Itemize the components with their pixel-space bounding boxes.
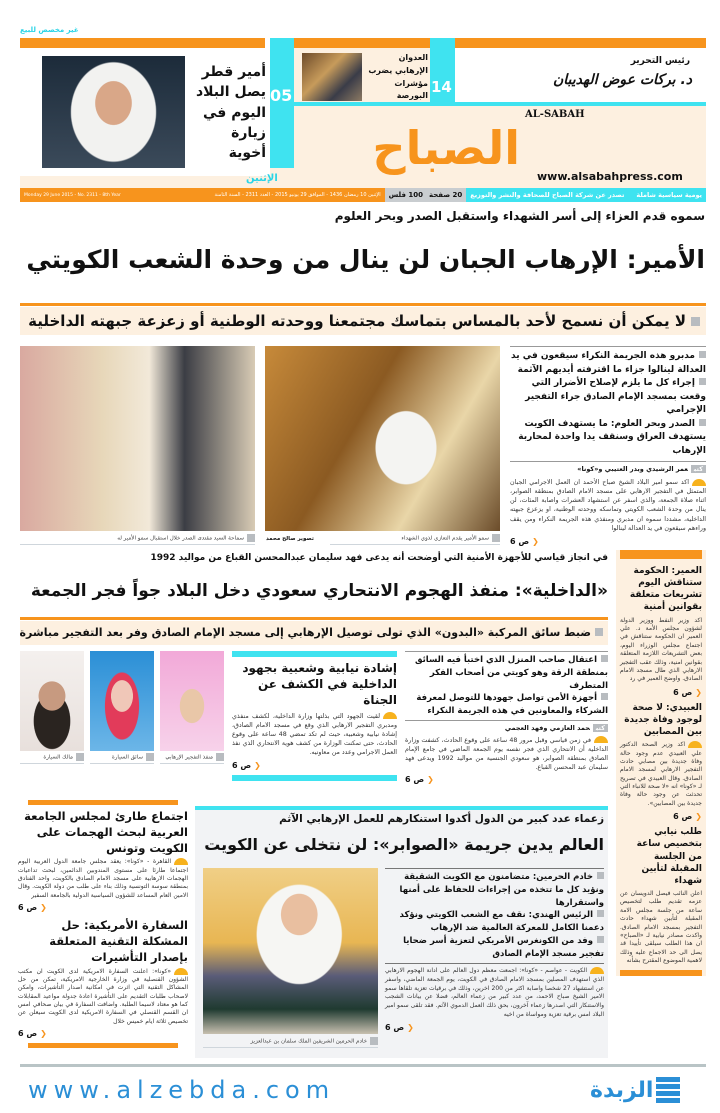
- lead-column: [510, 346, 706, 548]
- lead-photo-left[interactable]: [20, 346, 255, 531]
- teaser-mid-headline: العدوان الإرهابي يضرب مؤشرات البورصة: [368, 53, 428, 101]
- teaser-mid[interactable]: [292, 48, 462, 104]
- stock-exchange-photo: [302, 53, 362, 101]
- sidebar-body: اكد وزير الصحة الدكتور علي العبيدي عدم وجود حالة وفاة جديدة بين مصابي حادث التفجير الارهابي لمسجد الامام الصادق. وقال العبيدي في تصريح لـ «كونا» انه «لا صحة للانباء التي تحدثت عن وجود حالة وفاة جديدة بين المصابين».: [620, 741, 702, 807]
- sidebar-body: اعلن النائب فيصل الدويسان عن عزمه تقديم طلب لتخصيص ساعة من جلسة مجلس الامة المقبلة لتأبين شهداء حادث التفجير بمسجد الامام الصادق. واكدت مصادر نيابية لـ «الصباح» ان هذا الطلب سيلقى تأييدا قد يصل الى حد الاجماع عليه وذلك لاهمية الموضوع المقترح بشأنه: [620, 889, 702, 965]
- left-story-body: القاهرة - «كونا»: يعقد مجلس جامعة الدول العربية اليوم اجتماعا طارئا على مستوى المندوبين الدائمين، لبحث تداعيات الهجمات الارهابية على مسجد الامام الصادق بالكويت، واحد الفنادق بمنطقة سوسة التونسية وذلك بناء على طلب من دولة الكويت. وقال الامين العام المساعد للشؤون السياسية الدولية بالجامعة السفير: [18, 858, 188, 899]
- second-body: في زمن قياسي وقبل مرور 48 ساعة على وقوع الحادث، كشفت وزارة الداخلية أن الانتحاري الذي فجر نفسه يوم الجمعة الماضي في جامع الإمام الصادق بمنطقة الصوابر، هو سعودي الجنسية من مواليد 1992 ويدعى فهد سليمان عبد المحسن القباع.: [405, 736, 608, 772]
- footer-divider: [20, 1064, 706, 1067]
- third-column: [385, 868, 604, 1034]
- lead-body: اكد سمو امير البلاد الشيخ صباح الأحمد ان العمل الاجرامي الجبان المتمثل في التفجير الارهابي على مسجد الامام الصادق بمنطقة الصوابر، اثناء صلاة الجمعة، والذي اسفر عن استشهاد العشرات واصابة المئات، لن ينال من وحدة الشعب الكويتي وتماسكه ووحدته الوطنية، او يزعزع جبهته الداخلية، مشددا سموه ان مدبري ومنفذي هذه الجريمة النكراء ومن يقف وراءهم سيقعون في يد العدالة لينالوا: [510, 479, 706, 532]
- teaser-left-page: 05: [270, 86, 293, 105]
- masthead-info-bar: [20, 188, 706, 202]
- masthead-url[interactable]: www.alsabahpress.com: [537, 170, 683, 183]
- mugshot-owner: [20, 651, 84, 751]
- left-story[interactable]: [18, 917, 188, 1040]
- sidebar-headline[interactable]: العمير: الحكومة ستناقش اليوم تشريعات متعلقة بقوانين أمنية: [629, 566, 702, 613]
- left-story-body: «كونا»: اعلنت السفارة الامريكية لدى الكويت ان مكتب الشؤون القنصلية في وزارة الخارجية الامريكية، تمكن من حل المشاكل التقنية التي اثرت في امكانية اصدار التأشيرات، وامكن لاصحاب طلبات التقديم على التأشيرة اعادة جدولة مواعيد المقابلات كما هو معتاد لاسيما الطلبة. واضافت السفارة في بيان صحافي امس ان القسم القنصلي في السفارة الامريكية لدى الكويت سيعلن عن تخصيص ثلاثة ايام خميس خلال: [18, 967, 188, 1025]
- sidebar-page-ref[interactable]: ❮ص 6: [673, 812, 702, 822]
- photo-credit: تصوير صالح محمد: [266, 536, 314, 542]
- qatar-emir-photo: [42, 56, 185, 168]
- third-kicker: زعماء عدد كبير من الدول أكدوا استنكارهم للعمل الإرهابي الآثم: [279, 813, 604, 825]
- lead-page-ref[interactable]: ❮ص 6: [510, 536, 539, 546]
- tagline: يومية سياسية شاملة: [636, 191, 702, 199]
- second-subhead: ضبط سائق المركبة «البدون» الذي تولى توصيل الإرهابي إلى مسجد الإمام الصادق وفر بعد التفجير مباشرة: [20, 621, 608, 645]
- caption-left: سماحة السيد مقتدى الصدر خلال استقبال سمو الأمير له: [20, 534, 255, 545]
- sidebar-headline[interactable]: طلب نيابي بتخصيص ساعة من الجلسة المقبلة لتأبين شهداء: [636, 827, 702, 886]
- mugshot-caption: مالك السيارة: [20, 753, 84, 764]
- pages: 20 صفحة: [429, 191, 463, 199]
- mugshot-card: [90, 651, 154, 764]
- third-headline[interactable]: العالم يدين جريمة «الصوابر»: لن نتخلى عن الكويت: [204, 835, 604, 854]
- editor-label: رئيس التحرير: [630, 56, 690, 66]
- editor-name: د. بركات عوض الهديبان: [552, 72, 692, 88]
- third-bullets: خادم الحرمين: متضامنون مع الكويت الشقيقة ونؤيد كل ما تتخذه من إجراءات للحفاظ على أمنها واستقرارها الرئيس الهندي: نقف مع الشعب الكويتي ونؤكد دعمنا الكامل للمعركة العالمية ضد الإرهاب وفد من الكونغرس الأمريكي لتعزية أسر ضحايا تفجير مسجد الإمام الصادق: [399, 872, 604, 959]
- lead-photo-right[interactable]: [265, 346, 500, 531]
- sidebar-page-ref[interactable]: ❮ص 6: [673, 687, 702, 697]
- day-label: الإثنين: [246, 173, 278, 184]
- mugshot-driver: [90, 651, 154, 751]
- left-story[interactable]: [18, 808, 188, 914]
- left-column: [18, 800, 188, 1048]
- mugshot-caption: منفذ التفجير الإرهابي: [160, 753, 224, 764]
- mugshot-caption: سائق السيارة: [90, 753, 154, 764]
- left-story-headline: السفارة الأمريكية: حل المشكلة التقنية المتعلقة بإصدار التأشيرات: [49, 918, 188, 965]
- lead-subhead: [20, 307, 706, 335]
- sidebar-body: اكد وزير النفط ووزير الدولة لشؤون مجلس الأمة د. علي العمير ان الحكومة ستناقش في اجتماع مجلس الوزراء اليوم، بعض التشريعات اللازمة المتعلقة بقوانين امنية، وذلك عقب التفجير الارهابي الذي طال مسجد الامام الصادق. واوضح العمير في رد: [620, 616, 702, 683]
- price: 100 فلس: [388, 191, 423, 199]
- publisher: تصدر عن شركة الصباح للصحافة والنشر والتوزيع: [470, 191, 625, 199]
- second-bullets: اعتقال صاحب المنزل الذي اختبأ فيه السائق بمنطقة الرقة وهو كويتي من أصحاب الفكر المتطرف أجهزة الأمن تواصل جهودها للتوصل لمعرفة الشركاء والمعاونين في هذه الجريمة النكراء: [414, 655, 608, 716]
- king-salman-photo[interactable]: [203, 868, 378, 1034]
- third-page-ref[interactable]: ❮ص 6: [385, 1023, 414, 1033]
- second-page-ref[interactable]: ❮ص 6: [405, 775, 434, 785]
- mugshot-card: [20, 651, 84, 764]
- footer-logo-text: الزبدة: [590, 1077, 654, 1103]
- not-for-sale: غير مخصص للبيع: [20, 26, 79, 34]
- second-kicker: في انجاز قياسي للأجهزة الأمنية التي أوضحت أنه يدعى فهد سليمان عبدالمحسن القباع من مواليد 1992: [150, 553, 608, 563]
- logo-en: AL-SABAH: [525, 109, 585, 120]
- logo: الصباح: [372, 121, 520, 175]
- praise-headline: إشادة نيابية وشعبية بجهود الداخلية في الكشف عن الجناة: [242, 661, 397, 708]
- praise-box[interactable]: [232, 651, 397, 781]
- king-salman-caption: خادم الحرمين الشريفين الملك سلمان بن عبدالعزيز: [203, 1037, 378, 1048]
- third-body: الكويت - عواصم - «كونا»: اجمعت معظم دول العالم على ادانة الهجوم الارهابي الذي استهدف المصلين بمسجد الامام الصادق في الكويت، يوم الجمعة الماضي، واسفر عن استشهاد 27 شخصا واصابة اكثر من 200 اخرين، وذلك في برقيات تعزية تلقاها سمو الامير الشيخ صباح الاحمد، من عدد كبير من زعماء العالم، فضلا عن بيانات الشجب والاستنكار التي اصدرها زعماء آخرون، بحق ذلك العمل الدموي الآثم. فقد تلقى سمو امير البلاد امس برقية تعزية ومواساة من اخيه: [385, 967, 604, 1018]
- sidebar-headline[interactable]: العبيدي: لا صحة لوجود وفاة جديدة بين المصابين: [624, 702, 702, 737]
- footer-logo: [590, 1074, 680, 1106]
- left-story-headline: اجتماع طارئ لمجلس الجامعة العربية لبحث الهجمات على الكويت وتونس: [24, 809, 188, 856]
- second-headline[interactable]: «الداخلية»: منفذ الهجوم الانتحاري سعودي دخل البلاد جواً فجر الجمعة: [30, 581, 608, 601]
- praise-body: لقيت الجهود التي بذلتها وزارة الداخلية، لكشف منفذي ومدبري التفجير الارهابي الذي وقع في مسجد الامام الصادق، إشادة نيابية وشعبية، حيث لم تكد تمضي 48 ساعة على وقوع الحادث، حتى تمكنت الوزارة من كشف هوية الانتحاري الذي نفذ العمل الاجرامي وعدد من معاونيه.: [232, 712, 397, 757]
- caption-right: سمو الأمير يقدم التعازي لذوي الشهداء: [330, 534, 500, 545]
- left-story-page-ref[interactable]: ❮ص 6: [18, 903, 47, 913]
- sidebar: [616, 550, 706, 976]
- second-byline: كتبحمد العازمي وفهد العجمي: [405, 720, 608, 734]
- footer-url[interactable]: www.alzebda.com: [28, 1076, 336, 1104]
- teaser-mid-page: 14: [431, 78, 452, 96]
- lead-subhead-text: لا يمكن أن نسمح لأحد بالمساس بتماسك مجتمعنا ووحدته الوطنية أو زعزعة جبهته الداخلية: [28, 312, 686, 330]
- lead-bullets: مدبرو هذه الجريمة النكراء سيقعون في يد العدالة لينالوا جزاء ما اقترفته أيديهم الآثمة إجراء كل ما يلزم لإصلاح الأضرار التي وقعت بمسجد الإمام الصادق جراء التفجير الإجرامي الصدر وبحر العلوم: ما يستهدف الكويت يستهدف العراق وسنقف يدا واحدة لمحاربة الإرهاب: [511, 351, 706, 456]
- date-line: الإثنين 10 رمضان 1436 - الموافق 29 يونيو 2015 - العدد 2311 - السنة الثامنة: [214, 192, 381, 198]
- mugshot-card: [160, 651, 224, 764]
- lead-headline[interactable]: الأمير: الإرهاب الجبان لن ينال من وحدة الشعب الكويتي: [26, 245, 705, 274]
- lead-kicker: سموه قدم العزاء إلى أسر الشهداء واستقبل الصدر وبحر العلوم: [334, 209, 705, 223]
- teaser-left-headline: أمير قطر يصل البلاد اليوم في زيارة أخوية: [195, 64, 266, 162]
- list-icon: [656, 1077, 680, 1103]
- praise-page-ref[interactable]: ❮ص 6: [232, 761, 261, 771]
- left-story-page-ref[interactable]: ❮ص 6: [18, 1029, 47, 1039]
- lead-byline: كتبعمر الرشيدي وبدر العتيبي و«كونا»: [510, 461, 706, 475]
- teaser-left[interactable]: [20, 48, 293, 178]
- date-en: Monday 29 June 2015 - No. 2311 - 8th Year: [24, 192, 121, 198]
- second-column: [405, 651, 608, 786]
- mugshot-bomber: [160, 651, 224, 751]
